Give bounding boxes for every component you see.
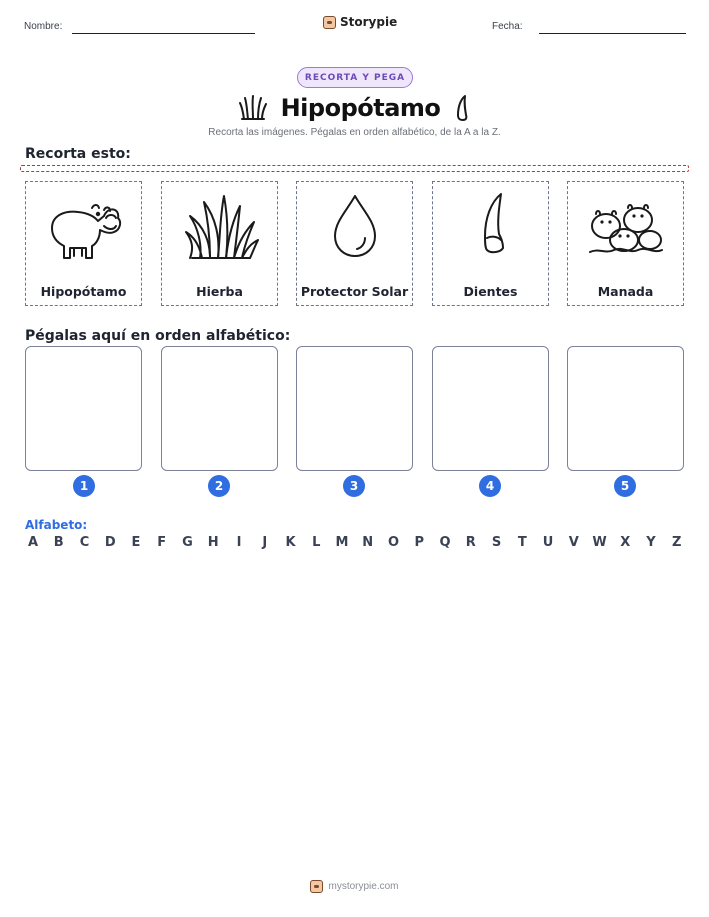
tooth-icon [451, 188, 532, 268]
storypie-logo-icon [310, 880, 323, 893]
alphabet-letter: V [568, 534, 579, 550]
alphabet-letter: O [387, 534, 400, 550]
alphabet-letter: C [79, 534, 90, 550]
alphabet-letter: T [517, 534, 527, 550]
alphabet-letter: P [414, 534, 425, 550]
paste-slot-4[interactable] [432, 346, 549, 471]
alphabet-letter: W [592, 534, 607, 550]
alphabet-letter: H [207, 534, 219, 550]
card-label: Hipopótamo [40, 284, 127, 299]
card-label: Hierba [196, 284, 243, 299]
date-line [539, 33, 686, 34]
slot-number-2: 2 [208, 475, 230, 497]
alphabet-letter: D [104, 534, 116, 550]
cut-card-sunscreen[interactable] [296, 181, 413, 306]
paste-slot-2[interactable] [161, 346, 278, 471]
alphabet-letter: J [262, 534, 268, 550]
alphabet-letter: B [53, 534, 64, 550]
paste-slot-3[interactable] [296, 346, 413, 471]
date-label: Fecha: [492, 21, 523, 32]
name-line [72, 33, 255, 34]
cut-card-herd[interactable] [567, 181, 684, 306]
name-label: Nombre: [24, 21, 63, 32]
card-label: Dientes [463, 284, 518, 299]
card-label: Protector Solar [300, 284, 409, 299]
cut-card-teeth[interactable] [432, 181, 549, 306]
brand-logo [323, 15, 397, 29]
card-label: Manada [597, 284, 654, 299]
page-title: Hipopótamo [280, 94, 441, 122]
footer-site: mystorypie.com [328, 881, 399, 892]
alphabet-letter: X [620, 534, 631, 550]
hippo-icon [44, 188, 125, 268]
alphabet-letter: R [465, 534, 476, 550]
alphabet-letter: I [236, 534, 242, 550]
slot-number-4: 4 [479, 475, 501, 497]
activity-badge: RECORTA Y PEGA [297, 67, 413, 88]
alphabet-letter: M [335, 534, 349, 550]
cut-card-grass[interactable] [161, 181, 278, 306]
paste-slot-1[interactable] [25, 346, 142, 471]
cut-card-hippo[interactable] [25, 181, 142, 306]
tooth-icon [454, 94, 470, 122]
slot-number-5: 5 [614, 475, 636, 497]
alphabet-letter: F [157, 534, 167, 550]
hippo-herd-icon [586, 188, 667, 268]
alphabet-letter: Z [672, 534, 682, 550]
alphabet-letter: Q [439, 534, 451, 550]
grass-icon [180, 188, 261, 268]
alphabet-letter: Y [646, 534, 656, 550]
alphabet-letter: N [362, 534, 374, 550]
alphabet-letter: U [542, 534, 554, 550]
alphabet-letter: A [27, 534, 39, 550]
slot-number-3: 3 [343, 475, 365, 497]
paste-slot-5[interactable] [567, 346, 684, 471]
drop-icon [315, 188, 396, 268]
alphabet-strip [25, 533, 685, 551]
slot-number-1: 1 [73, 475, 95, 497]
alphabet-letter: S [491, 534, 502, 550]
alphabet-letter: G [182, 534, 193, 550]
storypie-logo-icon [323, 16, 336, 29]
alphabet-letter: K [285, 534, 296, 550]
alphabet-heading: Alfabeto: [25, 518, 88, 532]
cut-guide-line [20, 165, 689, 172]
alphabet-letter: E [131, 534, 141, 550]
footer [0, 880, 709, 893]
brand-name: Storypie [340, 15, 398, 29]
title-row [200, 92, 509, 124]
alphabet-letter: L [312, 534, 321, 550]
paste-heading: Pégalas aquí en orden alfabético: [25, 328, 291, 344]
grass-icon [239, 94, 267, 122]
cut-heading: Recorta esto: [25, 146, 131, 162]
instructions: Recorta las imágenes. Pégalas en orden alfabético, de la A a la Z. [208, 127, 501, 138]
